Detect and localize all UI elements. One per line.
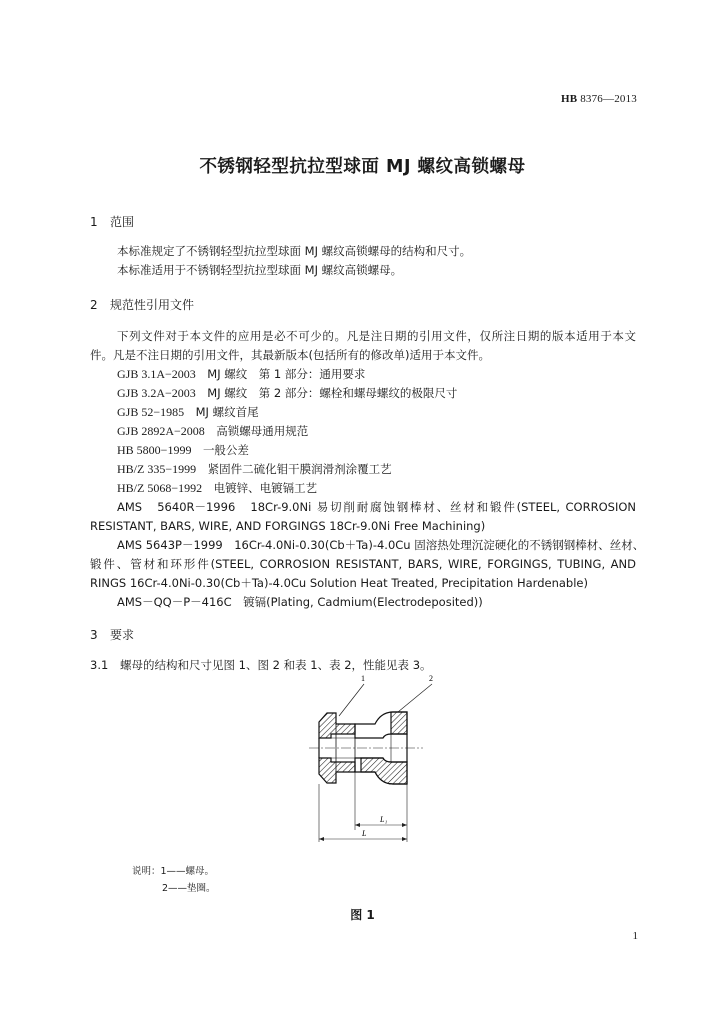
- scope-paragraph-2: 本标准适用于不锈钢轻型抗拉型球面 MJ 螺纹高锁螺母。: [117, 263, 403, 277]
- dimension-l1-label: L₁: [380, 815, 388, 824]
- reference-item: GJB 3.1A−2003 MJ 螺纹 第 1 部分：通用要求: [117, 367, 366, 381]
- reference-item: HB/Z 5068−1992 电镀锌、电镀镉工艺: [117, 481, 318, 495]
- reference-item: HB/Z 335−1999 紧固件二硫化钼干膜润滑剂涂覆工艺: [117, 462, 392, 476]
- section-2-heading: [90, 296, 194, 313]
- reference-ams-5640-line-1: AMS 5640R－1996 18Cr-9.0Ni 易切削耐腐蚀钢棒材、丝材和锻件(STEEL, CORROSION: [117, 500, 636, 514]
- figure-legend-1: 说明：1——螺母。: [132, 866, 215, 877]
- figure-caption: 图 1: [350, 908, 375, 922]
- washer-lower-section: [361, 758, 407, 784]
- callout-leader-1: [339, 684, 364, 716]
- reference-item: GJB 3.2A−2003 MJ 螺纹 第 2 部分：螺栓和螺母螺纹的极限尺寸: [117, 386, 458, 400]
- refs-intro-line-2: 件。凡是不注日期的引用文件，其最新版本(包括所有的修改单)适用于本文件。: [90, 348, 490, 362]
- callout-2: 2: [429, 674, 433, 683]
- reference-ams-5640-line-2: RESISTANT, BARS, WIRE, AND FORGINGS 18Cr-9.0Ni Free Machining): [90, 519, 486, 533]
- nut-washer-section-drawing: [295, 672, 445, 852]
- dimension-l-label: L: [362, 829, 367, 838]
- washer-upper-section: [391, 712, 407, 734]
- refs-intro-line-1: 下列文件对于本文件的应用是必不可少的。凡是注日期的引用文件，仅所注日期的版本适用于本文: [117, 329, 636, 343]
- section-title: 要求: [110, 628, 135, 642]
- clause-text: 螺母的结构和尺寸见图 1、图 2 和表 1、表 2，性能见表 3。: [120, 658, 432, 672]
- nut-upper-section: [319, 713, 355, 738]
- document-title: 不锈钢轻型抗拉型球面 MJ 螺纹高锁螺母: [199, 157, 526, 177]
- standard-prefix: HB: [560, 93, 578, 105]
- reference-item: GJB 2892A−2008 高锁螺母通用规范: [117, 424, 309, 438]
- callout-leader-2: [398, 684, 432, 712]
- callout-1: 1: [361, 674, 365, 683]
- page-number: 1: [632, 930, 638, 942]
- figure-legend-2: 2——垫圈。: [162, 883, 216, 894]
- clause-number: 3.1: [90, 658, 109, 672]
- section-number: 1: [90, 215, 98, 229]
- section-title: 规范性引用文件: [110, 298, 195, 312]
- section-3-heading: [90, 626, 134, 643]
- reference-item: GJB 52−1985 MJ 螺纹首尾: [117, 405, 259, 419]
- reference-ams-qq-p-416c: AMS－QQ－P－416C 镀镉(Plating, Cadmium(Electrodeposited)): [117, 595, 483, 609]
- section-number: 2: [90, 298, 98, 312]
- reference-ams-5643-line-1: AMS 5643P－1999 16Cr-4.0Ni-0.30(Cb＋Ta)-4.0Cu 固溶热处理沉淀硬化的不锈钢钢棒材、丝材、: [117, 538, 645, 552]
- document-code: [561, 93, 637, 105]
- section-title: 范围: [110, 215, 135, 229]
- nut-lower-section: [319, 758, 355, 783]
- section-1-heading: [90, 213, 134, 230]
- section-number: 3: [90, 628, 98, 642]
- scope-paragraph-1: 本标准规定了不锈钢轻型抗拉型球面 MJ 螺纹高锁螺母的结构和尺寸。: [117, 244, 472, 258]
- reference-ams-5643-line-2: 锻件、管材和环形件(STEEL, CORROSION RESISTANT, BARS, WIRE, FORGINGS, TUBING, AND: [90, 557, 636, 571]
- reference-ams-5643-line-3: RINGS 16Cr-4.0Ni-0.30(Cb＋Ta)-4.0Cu Solution Heat Treated, Precipitation Hardenable): [90, 576, 588, 590]
- standard-number: 8376—2013: [577, 93, 637, 105]
- reference-item: HB 5800−1999 一般公差: [117, 443, 249, 457]
